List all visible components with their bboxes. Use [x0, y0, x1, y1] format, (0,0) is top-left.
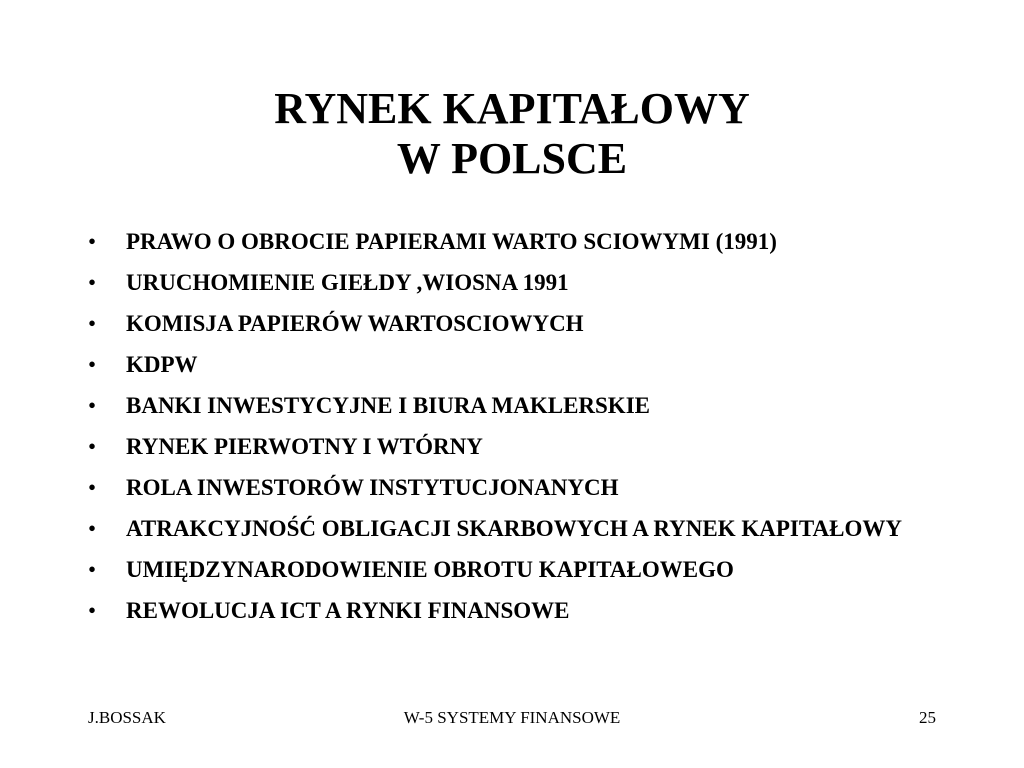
bullet-text: KOMISJA PAPIERÓW WARTOSCIOWYCH — [126, 311, 584, 336]
bullet-icon: • — [88, 229, 97, 254]
bullet-text: PRAWO O OBROCIE PAPIERAMI WARTO SCIOWYMI (1991) — [126, 229, 777, 254]
footer-course: W-5 SYSTEMY FINANSOWE — [403, 708, 621, 727]
bullet-list — [88, 226, 968, 636]
bullet-text: KDPW — [126, 352, 198, 377]
bullet-icon: • — [88, 270, 97, 295]
bullet-icon: • — [88, 557, 97, 582]
slide-title-line-2: W POLSCE — [396, 134, 628, 183]
bullet-icon: • — [88, 516, 97, 541]
bullet-icon: • — [88, 598, 97, 623]
bullet-icon: • — [88, 434, 97, 459]
bullet-icon: • — [88, 352, 97, 377]
bullet-text: UMIĘDZYNARODOWIENIE OBROTU KAPITAŁOWEGO — [126, 557, 734, 582]
bullet-text: BANKI INWESTYCYJNE I BIURA MAKLERSKIE — [126, 393, 650, 418]
bullet-item — [88, 513, 968, 544]
bullet-item — [88, 595, 968, 626]
bullet-icon: • — [88, 475, 97, 500]
footer-page-number: 25 — [919, 708, 936, 727]
bullet-icon: • — [88, 393, 97, 418]
bullet-text: REWOLUCJA ICT A RYNKI FINANSOWE — [126, 598, 570, 623]
bullet-item — [88, 472, 968, 503]
bullet-item — [88, 267, 968, 298]
slide-title — [0, 84, 1024, 184]
bullet-item — [88, 390, 968, 421]
bullet-item — [88, 226, 968, 257]
bullet-item — [88, 431, 968, 462]
bullet-item — [88, 349, 968, 380]
footer-author: J.BOSSAK — [88, 708, 166, 727]
bullet-icon: • — [88, 311, 97, 336]
bullet-text: ROLA INWESTORÓW INSTYTUCJONANYCH — [126, 475, 619, 500]
bullet-text: RYNEK PIERWOTNY I WTÓRNY — [126, 434, 483, 459]
slide-title-line-1: RYNEK KAPITAŁOWY — [274, 84, 750, 133]
bullet-text: ATRAKCYJNOŚĆ OBLIGACJI SKARBOWYCH A RYNEK KAPITAŁOWY — [126, 516, 902, 541]
bullet-item — [88, 554, 968, 585]
bullet-item — [88, 308, 968, 339]
bullet-text: URUCHOMIENIE GIEŁDY ,WIOSNA 1991 — [126, 270, 569, 295]
